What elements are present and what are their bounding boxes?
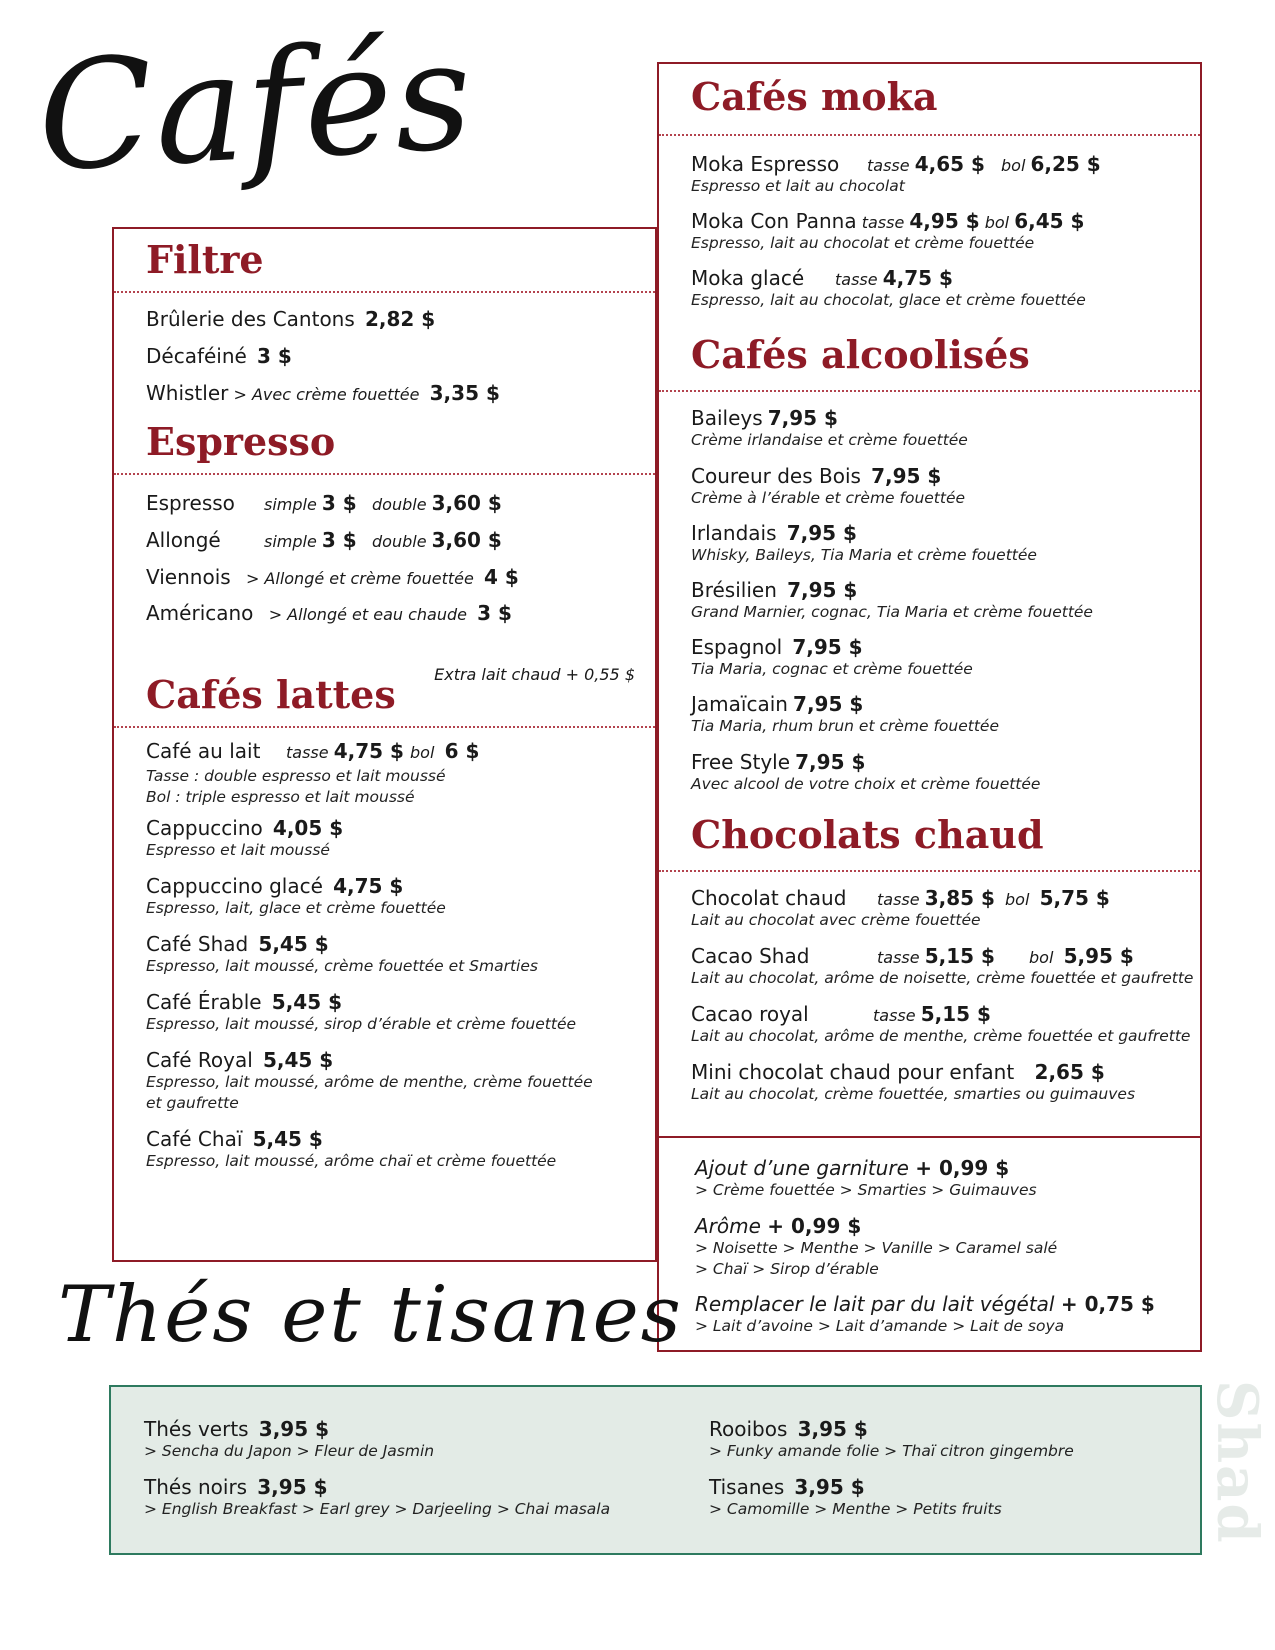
menu-item: Moka Con Panna tasse 4,95 $ bol 6,45 $ Espresso, lait au chocolat et crème fouettée [691,209,1085,252]
section-title-chocolat: Chocolats chaud [691,812,1044,857]
cafes-title: Cafés [33,8,478,206]
menu-item: Irlandais 7,95 $ Whisky, Baileys, Tia Maria et crème fouettée [691,521,1037,564]
tea-item: Rooibos 3,95 $ > Funky amande folie > Thaï citron gingembre [709,1417,1074,1460]
thes-title: Thés et tisanes [58,1270,683,1360]
menu-item: Cappuccino glacé 4,75 $ Espresso, lait, glace et crème fouettée [146,874,446,917]
tea-item: Tisanes 3,95 $ > Camomille > Menthe > Petits fruits [709,1475,1002,1518]
addons-separator [659,1136,1200,1138]
menu-item: Baileys 7,95 $ Crème irlandaise et crème fouettée [691,406,968,449]
extra-milk-note: Extra lait chaud + 0,55 $ [434,665,635,684]
section-title-espresso: Espresso [146,419,336,464]
menu-item: Café Royal 5,45 $ Espresso, lait moussé, arôme de menthe, crème fouettée et gaufrette [146,1048,593,1112]
menu-item: Café au lait tasse 4,75 $ bol 6 $ Tasse : double espresso et lait moussé Bol : triple espresso et lait moussé [146,739,480,806]
menu-item: Free Style 7,95 $ Avec alcool de votre choix et crème fouettée [691,750,1041,793]
menu-item: Espagnol 7,95 $ Tia Maria, cognac et crème fouettée [691,635,973,678]
menu-item: Whistler > Avec crème fouettée 3,35 $ [146,381,500,405]
menu-item: Américano > Allongé et eau chaude 3 $ [146,601,512,625]
menu-item: Viennois > Allongé et crème fouettée 4 $ [146,565,519,589]
section-title-lattes: Cafés lattes [146,672,396,717]
menu-item: Cacao Shad tasse 5,15 $ bol 5,95 $ Lait au chocolat, arôme de noisette, crème fouettée et gaufrette [691,944,1194,987]
menu-item: Moka glacé tasse 4,75 $ Espresso, lait au chocolat, glace et crème fouettée [691,266,1086,309]
left-menu-panel: Filtre Brûlerie des Cantons 2,82 $ Décaféiné 3 $ Whistler > Avec crème fouettée 3,35 $ Espresso Espresso simple 3 $ double 3,60 $ Allongé simple 3 $ double 3,60 $ Viennois > Allongé et crème fouettée 4 $ Américano > Allongé et eau chaude 3 $ Extra lait chaud + 0,55 $ Cafés lattes Café au lait tasse 4,75 $ bol 6 $ Tasse : double espresso et lait moussé Bol : triple espresso et lait moussé Cappuccino 4,05 $ Espresso et lait moussé Cappuccino glacé 4,75 $ Espresso, lait, glace et crème fouettée Café Shad 5,45 $ Espresso, lait moussé, crème fouettée et Smarties Café Érable 5,45 $ Espresso, lait moussé, sirop d’érable et crème fouettée Café Royal 5,45 $ Espresso, lait moussé, arôme de menthe, crème fouettée et gaufrette Café Chaï 5,45 $ Espresso, lait moussé, arôme chaï et crème fouettée [112,227,657,1262]
menu-item: Cappuccino 4,05 $ Espresso et lait moussé [146,816,344,859]
section-title-filtre: Filtre [146,237,264,282]
tea-item: Thés noirs 3,95 $ > English Breakfast > Earl grey > Darjeeling > Chai masala [144,1475,611,1518]
menu-item: Coureur des Bois 7,95 $ Crème à l’érable et crème fouettée [691,464,966,507]
menu-item: Brûlerie des Cantons 2,82 $ [146,307,436,331]
divider [659,134,1200,136]
menu-item: Café Érable 5,45 $ Espresso, lait moussé, sirop d’érable et crème fouettée [146,990,577,1033]
tea-item: Thés verts 3,95 $ > Sencha du Japon > Fleur de Jasmin [144,1417,435,1460]
menu-item: Chocolat chaud tasse 3,85 $ bol 5,75 $ Lait au chocolat avec crème fouettée [691,886,1110,929]
menu-item: Café Chaï 5,45 $ Espresso, lait moussé, arôme chaï et crème fouettée [146,1127,557,1170]
addon-lait-vegetal: Remplacer le lait par du lait végétal + 0,75 $ > Lait d’avoine > Lait d’amande > Lait de soya [695,1292,1155,1335]
addon-garniture: Ajout d’une garniture + 0,99 $ > Crème fouettée > Smarties > Guimauves [695,1156,1037,1199]
menu-item: Moka Espresso tasse 4,65 $ bol 6,25 $ Espresso et lait au chocolat [691,152,1101,195]
shad-brand-logo: Shad [1204,1380,1270,1545]
menu-item: Mini chocolat chaud pour enfant 2,65 $ Lait au chocolat, crème fouettée, smarties ou guimauves [691,1060,1136,1103]
section-title-alcool: Cafés alcoolisés [691,332,1030,377]
menu-item: Décaféiné 3 $ [146,344,292,368]
divider [114,726,655,728]
tea-panel [109,1385,1202,1555]
menu-item: Brésilien 7,95 $ Grand Marnier, cognac, Tia Maria et crème fouettée [691,578,1093,621]
menu-item: Cacao royal tasse 5,15 $ Lait au chocolat, arôme de menthe, crème fouettée et gaufrette [691,1002,1191,1045]
right-menu-panel [657,62,1202,1352]
divider [114,291,655,293]
divider [659,870,1200,872]
divider [114,473,655,475]
divider [659,390,1200,392]
addon-arome: Arôme + 0,99 $ > Noisette > Menthe > Vanille > Caramel salé > Chaï > Sirop d’érable [695,1214,1058,1278]
section-title-moka: Cafés moka [691,74,938,119]
menu-item: Jamaïcain 7,95 $ Tia Maria, rhum brun et crème fouettée [691,692,999,735]
menu-item: Café Shad 5,45 $ Espresso, lait moussé, crème fouettée et Smarties [146,932,538,975]
